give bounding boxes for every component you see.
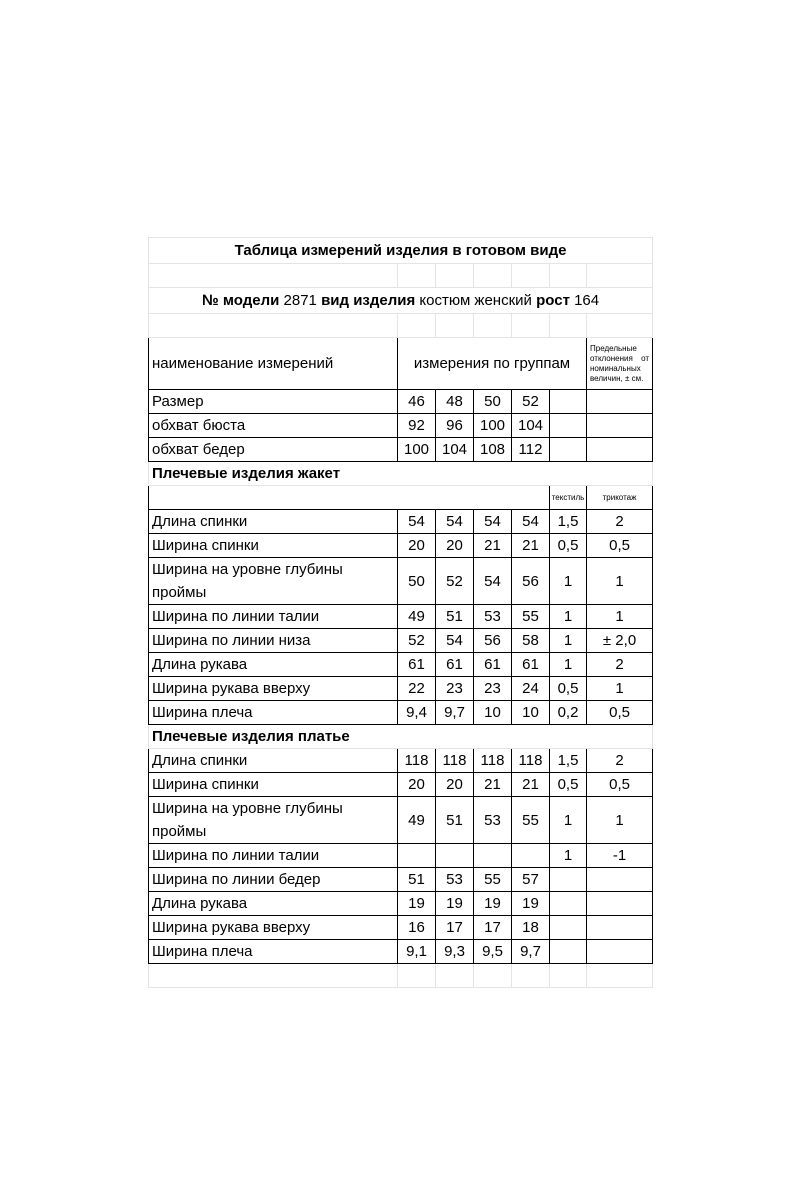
size-value: 16 <box>398 916 436 940</box>
size-value: 54 <box>436 510 474 534</box>
tolerance-knit: 0,5 <box>587 534 653 558</box>
size-value <box>436 844 474 868</box>
table-row <box>149 438 653 462</box>
header-groups: измерения по группам <box>398 338 587 390</box>
tolerance-textile <box>550 940 587 964</box>
size-value: 46 <box>398 390 436 414</box>
table-row <box>149 797 653 844</box>
size-value: 9,7 <box>512 940 550 964</box>
size-value: 51 <box>436 605 474 629</box>
size-value: 96 <box>436 414 474 438</box>
size-value: 9,5 <box>474 940 512 964</box>
size-value: 20 <box>436 534 474 558</box>
tolerance-knit: -1 <box>587 844 653 868</box>
size-value: 50 <box>398 558 436 605</box>
size-value: 54 <box>398 510 436 534</box>
size-value <box>474 844 512 868</box>
tolerance-textile <box>550 916 587 940</box>
size-value: 17 <box>474 916 512 940</box>
size-value: 23 <box>474 677 512 701</box>
size-value: 54 <box>474 510 512 534</box>
size-value: 54 <box>512 510 550 534</box>
measurement-name: Длина рукава <box>149 653 398 677</box>
tolerance-textile: 1,5 <box>550 510 587 534</box>
size-value: 55 <box>512 605 550 629</box>
measurement-name: Ширина спинки <box>149 773 398 797</box>
size-value: 21 <box>512 773 550 797</box>
section-title-dress: Плечевые изделия платье <box>149 725 653 749</box>
header-name: наименование измерений <box>149 338 398 390</box>
measurement-name: Ширина по линии бедер <box>149 868 398 892</box>
table-row <box>149 390 653 414</box>
table-row <box>149 701 653 725</box>
tolerance-knit: 2 <box>587 653 653 677</box>
size-value: 9,4 <box>398 701 436 725</box>
measurement-name: Ширина на уровне глубины проймы <box>149 797 398 844</box>
size-value: 10 <box>474 701 512 725</box>
size-value: 18 <box>512 916 550 940</box>
tolerance-textile: 1 <box>550 653 587 677</box>
table-row <box>149 534 653 558</box>
size-value: 118 <box>398 749 436 773</box>
measurement-name: Ширина спинки <box>149 534 398 558</box>
size-value: 51 <box>436 797 474 844</box>
tolerance-textile <box>550 438 587 462</box>
header-tolerance-note: Предельные отклонения от номинальных величин, ± см. <box>587 338 653 390</box>
tolerance-knit <box>587 892 653 916</box>
size-value: 50 <box>474 390 512 414</box>
tolerance-textile <box>550 892 587 916</box>
size-value: 52 <box>512 390 550 414</box>
tolerance-knit: 1 <box>587 677 653 701</box>
table-row <box>149 773 653 797</box>
empty-cell <box>436 964 474 988</box>
measurement-name: обхват бедер <box>149 438 398 462</box>
measurement-name: Ширина по линии талии <box>149 844 398 868</box>
tolerance-knit: 0,5 <box>587 701 653 725</box>
subheader-knit: трикотаж <box>587 486 653 510</box>
empty-cell <box>474 964 512 988</box>
table-row <box>149 558 653 605</box>
size-value: 61 <box>512 653 550 677</box>
model-label: № модели <box>201 292 280 309</box>
size-value: 55 <box>474 868 512 892</box>
subheader-textile: текстиль <box>550 486 587 510</box>
tolerance-knit <box>587 868 653 892</box>
empty-cell <box>587 964 653 988</box>
size-value: 61 <box>398 653 436 677</box>
size-value: 19 <box>436 892 474 916</box>
section-title-jacket: Плечевые изделия жакет <box>149 462 653 486</box>
tolerance-knit: 2 <box>587 749 653 773</box>
size-value: 56 <box>512 558 550 605</box>
measurement-name: Ширина по линии талии <box>149 605 398 629</box>
measurement-name: Размер <box>149 390 398 414</box>
size-value: 20 <box>436 773 474 797</box>
size-value: 9,3 <box>436 940 474 964</box>
size-value: 61 <box>474 653 512 677</box>
size-value: 19 <box>474 892 512 916</box>
measurement-name: Ширина на уровне глубины проймы <box>149 558 398 605</box>
size-value: 23 <box>436 677 474 701</box>
size-value: 19 <box>398 892 436 916</box>
size-value <box>398 844 436 868</box>
tolerance-knit <box>587 916 653 940</box>
tolerance-textile: 0,2 <box>550 701 587 725</box>
size-value: 48 <box>436 390 474 414</box>
size-value: 10 <box>512 701 550 725</box>
model-value: 2871 <box>283 292 317 309</box>
height-value: 164 <box>574 292 600 309</box>
type-label: вид изделия <box>321 292 416 309</box>
table-row <box>149 868 653 892</box>
size-value: 108 <box>474 438 512 462</box>
empty-cell <box>512 964 550 988</box>
size-value: 51 <box>398 868 436 892</box>
size-value: 118 <box>436 749 474 773</box>
size-value: 20 <box>398 534 436 558</box>
table-row <box>149 653 653 677</box>
size-value <box>512 844 550 868</box>
size-value: 56 <box>474 629 512 653</box>
size-value: 53 <box>436 868 474 892</box>
tolerance-knit: ± 2,0 <box>587 629 653 653</box>
size-value: 92 <box>398 414 436 438</box>
empty-cell <box>398 964 436 988</box>
tolerance-knit <box>587 940 653 964</box>
tolerance-knit: 1 <box>587 797 653 844</box>
table-row <box>149 677 653 701</box>
tolerance-knit: 0,5 <box>587 773 653 797</box>
size-value: 57 <box>512 868 550 892</box>
size-value: 104 <box>436 438 474 462</box>
size-value: 53 <box>474 605 512 629</box>
table-row <box>149 916 653 940</box>
measurement-name: Длина спинки <box>149 749 398 773</box>
tolerance-textile: 1 <box>550 629 587 653</box>
size-value: 9,7 <box>436 701 474 725</box>
size-value: 53 <box>474 797 512 844</box>
table-row <box>149 749 653 773</box>
size-value: 112 <box>512 438 550 462</box>
tolerance-textile: 0,5 <box>550 534 587 558</box>
size-value: 22 <box>398 677 436 701</box>
table-row <box>149 605 653 629</box>
empty-cell <box>550 964 587 988</box>
tolerance-knit <box>587 390 653 414</box>
measurement-name: обхват бюста <box>149 414 398 438</box>
tolerance-textile: 0,5 <box>550 677 587 701</box>
size-value: 61 <box>436 653 474 677</box>
size-value: 54 <box>474 558 512 605</box>
size-value: 21 <box>474 773 512 797</box>
measurement-name: Ширина плеча <box>149 940 398 964</box>
measurement-name: Ширина плеча <box>149 701 398 725</box>
size-value: 58 <box>512 629 550 653</box>
size-value: 49 <box>398 797 436 844</box>
size-value: 21 <box>512 534 550 558</box>
size-value: 21 <box>474 534 512 558</box>
size-value: 55 <box>512 797 550 844</box>
table-row <box>149 510 653 534</box>
measurement-sheet <box>148 237 652 988</box>
tolerance-textile: 1 <box>550 797 587 844</box>
size-value: 52 <box>398 629 436 653</box>
tolerance-textile: 1 <box>550 558 587 605</box>
measurement-name: Длина рукава <box>149 892 398 916</box>
tolerance-textile <box>550 414 587 438</box>
size-value: 24 <box>512 677 550 701</box>
tolerance-knit: 2 <box>587 510 653 534</box>
tolerance-knit <box>587 438 653 462</box>
height-label: рост <box>536 292 570 309</box>
tolerance-textile: 1 <box>550 605 587 629</box>
tolerance-knit: 1 <box>587 558 653 605</box>
tolerance-textile: 0,5 <box>550 773 587 797</box>
size-value: 104 <box>512 414 550 438</box>
type-value: костюм женский <box>419 292 532 309</box>
measurement-table <box>148 237 653 988</box>
size-value: 9,1 <box>398 940 436 964</box>
tolerance-textile <box>550 390 587 414</box>
measurement-name: Ширина рукава вверху <box>149 916 398 940</box>
table-row <box>149 940 653 964</box>
tolerance-textile: 1 <box>550 844 587 868</box>
size-value: 54 <box>436 629 474 653</box>
table-title: Таблица измерений изделия в готовом виде <box>149 238 653 264</box>
table-row <box>149 844 653 868</box>
tolerance-textile: 1,5 <box>550 749 587 773</box>
table-row <box>149 629 653 653</box>
tolerance-knit <box>587 414 653 438</box>
tolerance-knit: 1 <box>587 605 653 629</box>
table-row <box>149 414 653 438</box>
measurement-name: Длина спинки <box>149 510 398 534</box>
size-value: 100 <box>398 438 436 462</box>
subheader-blank <box>149 486 550 510</box>
size-value: 17 <box>436 916 474 940</box>
model-line <box>149 288 653 314</box>
measurement-name: Ширина рукава вверху <box>149 677 398 701</box>
size-value: 49 <box>398 605 436 629</box>
table-row <box>149 892 653 916</box>
size-value: 118 <box>512 749 550 773</box>
size-value: 20 <box>398 773 436 797</box>
size-value: 100 <box>474 414 512 438</box>
size-value: 52 <box>436 558 474 605</box>
measurement-name: Ширина по линии низа <box>149 629 398 653</box>
empty-cell <box>149 964 398 988</box>
size-value: 19 <box>512 892 550 916</box>
tolerance-textile <box>550 868 587 892</box>
size-value: 118 <box>474 749 512 773</box>
